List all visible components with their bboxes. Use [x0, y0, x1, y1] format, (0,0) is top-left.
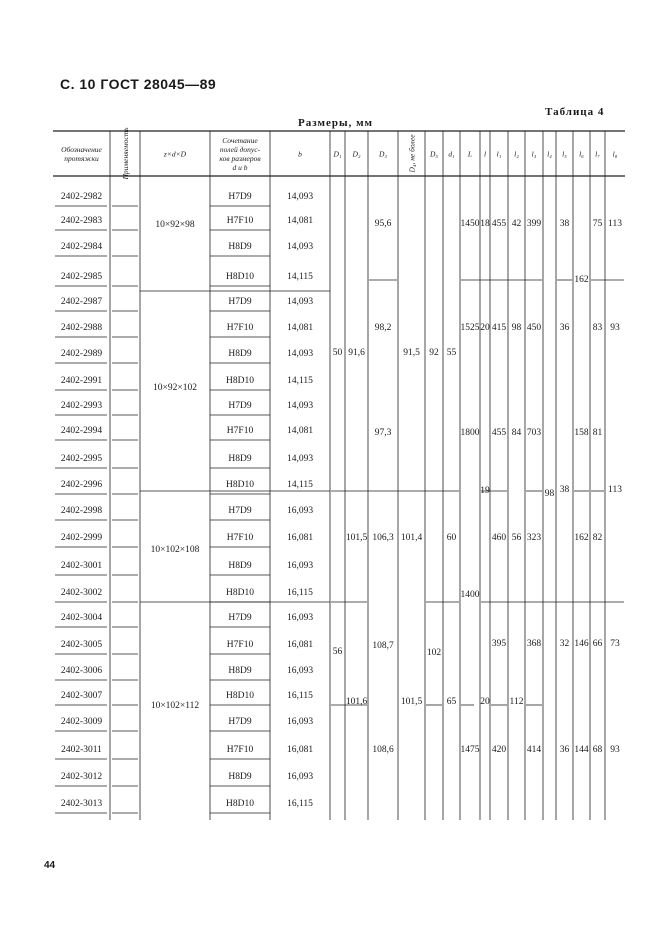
header-D1: D₁	[333, 149, 342, 159]
value-l5: 32	[559, 639, 570, 649]
value-D1: 56	[332, 647, 343, 657]
header-D2: D₂	[352, 149, 361, 159]
value-l1: 395	[491, 639, 507, 649]
tolerance-cell: H8D10	[226, 691, 254, 701]
header-b: b	[298, 149, 302, 159]
tolerance-cell: H8D10	[226, 588, 254, 598]
value-l: 18	[480, 219, 490, 229]
page-number: 44	[44, 860, 56, 871]
value-l6: 162	[574, 275, 589, 285]
designation-cell: 2402-3009	[60, 717, 103, 727]
value-L: 1800	[460, 428, 480, 438]
value-l6: 162	[574, 533, 589, 543]
value-D4: 101,4	[400, 533, 423, 543]
value-L: 1525	[460, 323, 480, 333]
designation-cell: 2402-3011	[61, 745, 102, 755]
b-cell: 16,093	[286, 613, 314, 623]
table-label: Таблица 4	[545, 106, 605, 118]
value-D3: 108,7	[372, 641, 394, 651]
b-cell: 16,093	[286, 717, 314, 727]
value-l1: 460	[491, 533, 507, 543]
b-cell: 14,115	[287, 272, 313, 282]
value-D4: 91,5	[403, 348, 420, 358]
value-D3: 108,6	[372, 745, 394, 755]
b-cell: 14,093	[286, 454, 314, 464]
value-l1: 415	[491, 323, 507, 333]
designation-cell: 2402-2985	[60, 272, 103, 282]
header-l4: l₄	[547, 149, 552, 159]
designation-cell: 2402-2984	[60, 242, 103, 252]
zdD-cell: 10×92×102	[153, 383, 197, 393]
designation-cell: 2402-2996	[60, 480, 103, 490]
b-cell: 16,115	[287, 588, 313, 598]
designation-cell: 2402-2987	[60, 297, 103, 307]
designation-cell: 2402-3005	[60, 640, 103, 650]
value-l1: 455	[491, 428, 507, 438]
value-D2: 101,6	[345, 697, 368, 707]
value-l8: 113	[608, 219, 622, 229]
value-l3: 414	[526, 745, 542, 755]
header-D3: D₃	[378, 149, 388, 159]
value-l7: 81	[592, 428, 603, 438]
tolerance-cell: H7D9	[228, 401, 252, 411]
value-l: 19	[480, 486, 490, 496]
value-l1: 455	[491, 219, 507, 229]
header-l2: l₂	[514, 149, 519, 159]
value-l7: 83	[592, 323, 603, 333]
designation-cell: 2402-3012	[60, 772, 103, 782]
b-cell: 16,115	[287, 799, 313, 809]
b-cell: 14,093	[286, 192, 314, 202]
tolerance-cell: H8D9	[228, 561, 252, 571]
value-D4: 101,5	[400, 697, 423, 707]
b-cell: 16,115	[287, 691, 313, 701]
value-D5: 102	[426, 648, 442, 658]
b-cell: 16,093	[286, 561, 314, 571]
value-l3: 703	[526, 428, 542, 438]
tolerance-cell: H7D9	[228, 613, 252, 623]
value-l8: 113	[608, 485, 622, 495]
tolerance-cell: H8D9	[228, 666, 252, 676]
value-l7: 66	[592, 639, 603, 649]
tolerance-cell: H7D9	[228, 506, 252, 516]
tolerance-cell: H8D10	[226, 480, 254, 490]
header-l3: l₃	[531, 149, 537, 159]
b-cell: 16,093	[286, 666, 314, 676]
header-l1: l₁	[496, 149, 502, 159]
value-l5: 38	[559, 485, 570, 495]
designation-cell: 2402-3007	[60, 691, 103, 701]
tolerance-cell: H8D10	[226, 376, 254, 386]
value-l: 20	[480, 697, 490, 707]
tolerance-cell: H7D9	[228, 297, 252, 307]
value-l6: 144	[574, 745, 589, 755]
designation-cell: 2402-2991	[60, 376, 103, 386]
b-cell: 16,081	[286, 745, 314, 755]
document-header: С. 10 ГОСТ 28045—89	[60, 76, 217, 92]
header-zdD: z×d×D	[163, 149, 187, 159]
value-l5: 36	[559, 323, 570, 333]
designation-cell: 2402-2989	[60, 349, 103, 359]
tolerance-cell: H7F10	[226, 745, 254, 755]
value-l3: 399	[526, 219, 542, 229]
header-applicability: Применяемость	[121, 127, 130, 180]
tolerance-cell: H8D10	[226, 272, 254, 282]
value-l5: 38	[559, 219, 570, 229]
value-l2: 84	[511, 428, 522, 438]
b-cell: 16,093	[286, 506, 314, 516]
b-cell: 14,093	[286, 401, 314, 411]
tolerance-cell: H7F10	[226, 533, 254, 543]
value-d1: 55	[446, 348, 457, 358]
header-D4: D₄, не более	[407, 134, 417, 173]
designation-cell: 2402-2983	[60, 216, 103, 226]
designation-cell: 2402-2994	[60, 426, 103, 436]
value-l3: 450	[526, 323, 542, 333]
sizes-label: Размеры, мм	[298, 117, 374, 129]
tolerance-cell: H7D9	[228, 192, 252, 202]
value-l2: 112	[509, 697, 524, 707]
b-cell: 14,081	[286, 216, 314, 226]
header-l: l	[483, 149, 487, 159]
value-l3: 368	[526, 639, 542, 649]
value-l2: 98	[511, 323, 522, 333]
designation-cell: 2402-3013	[60, 799, 103, 809]
value-L: 1450	[460, 219, 480, 229]
b-cell: 16,081	[286, 533, 314, 543]
value-D3: 98,2	[374, 323, 392, 333]
value-l7: 75	[592, 219, 603, 229]
value-l3: 323	[526, 533, 542, 543]
value-l8: 93	[610, 323, 620, 333]
value-l2: 56	[511, 533, 522, 543]
header-l8: l₈	[612, 149, 618, 159]
value-d1: 65	[446, 697, 457, 707]
value-l2: 42	[511, 219, 522, 229]
value-D3: 97,3	[374, 428, 392, 438]
value-l8: 93	[610, 745, 620, 755]
zdD-cell: 10×102×112	[150, 701, 200, 711]
value-D3: 95,6	[374, 219, 392, 229]
designation-cell: 2402-2993	[60, 401, 103, 411]
b-cell: 16,081	[286, 640, 314, 650]
value-D5: 92	[429, 348, 439, 358]
tolerance-cell: H7F10	[226, 426, 254, 436]
b-cell: 14,115	[287, 376, 313, 386]
tolerance-cell: H8D10	[226, 799, 254, 809]
tolerance-cell: H7D9	[228, 717, 252, 727]
tolerance-cell: H8D9	[228, 242, 252, 252]
tolerance-cell: H8D9	[228, 454, 252, 464]
zdD-cell: 10×92×98	[155, 220, 195, 230]
header-l7: l₇	[595, 149, 600, 159]
value-l7: 82	[592, 533, 603, 543]
b-cell: 14,115	[287, 480, 313, 490]
value-D2: 91,6	[348, 348, 365, 358]
b-cell: 16,093	[286, 772, 314, 782]
tolerance-cell: H8D9	[228, 349, 252, 359]
designation-cell: 2402-2988	[60, 323, 103, 333]
header-D5: D₅	[429, 149, 439, 159]
value-l: 20	[480, 323, 490, 333]
header-L: L	[467, 149, 473, 159]
value-l5: 36	[559, 745, 570, 755]
value-l6: 158	[574, 428, 589, 438]
designation-cell: 2402-2995	[60, 454, 103, 464]
zdD-cell: 10×102×108	[150, 545, 200, 555]
header-l6: l₆	[579, 149, 584, 159]
designation-cell: 2402-3002	[60, 588, 103, 598]
value-l1: 420	[491, 745, 507, 755]
value-D2: 101,5	[345, 533, 368, 543]
header-d1: d₁	[448, 149, 455, 159]
value-l8: 73	[610, 639, 620, 649]
designation-cell: 2402-2999	[60, 533, 103, 543]
value-l7: 68	[592, 745, 603, 755]
tolerance-cell: H7F10	[226, 216, 254, 226]
value-D3: 106,3	[372, 533, 394, 543]
header-designation: Обозначение протяжки	[61, 145, 102, 163]
designation-cell: 2402-3006	[60, 666, 103, 676]
header-tolerance: Сочетание полей допус-ков размеров d и b	[219, 136, 261, 172]
value-l6: 146	[574, 639, 589, 649]
value-d1: 60	[446, 533, 457, 543]
value-D1: 50	[332, 348, 343, 358]
designation-cell: 2402-3004	[60, 613, 103, 623]
tolerance-cell: H8D9	[228, 772, 252, 782]
tolerance-cell: H7F10	[226, 640, 254, 650]
b-cell: 14,081	[286, 323, 314, 333]
designation-cell: 2402-2998	[60, 506, 103, 516]
b-cell: 14,081	[286, 426, 314, 436]
value-L: 1400	[460, 590, 480, 600]
b-cell: 14,093	[286, 297, 314, 307]
b-cell: 14,093	[286, 242, 314, 252]
header-l5: l₅	[562, 149, 567, 159]
b-cell: 14,093	[286, 349, 314, 359]
designation-cell: 2402-2982	[60, 192, 103, 202]
value-L: 1475	[460, 745, 480, 755]
value-l4: 98	[544, 489, 555, 499]
designation-cell: 2402-3001	[60, 561, 103, 571]
tolerance-cell: H7F10	[226, 323, 254, 333]
